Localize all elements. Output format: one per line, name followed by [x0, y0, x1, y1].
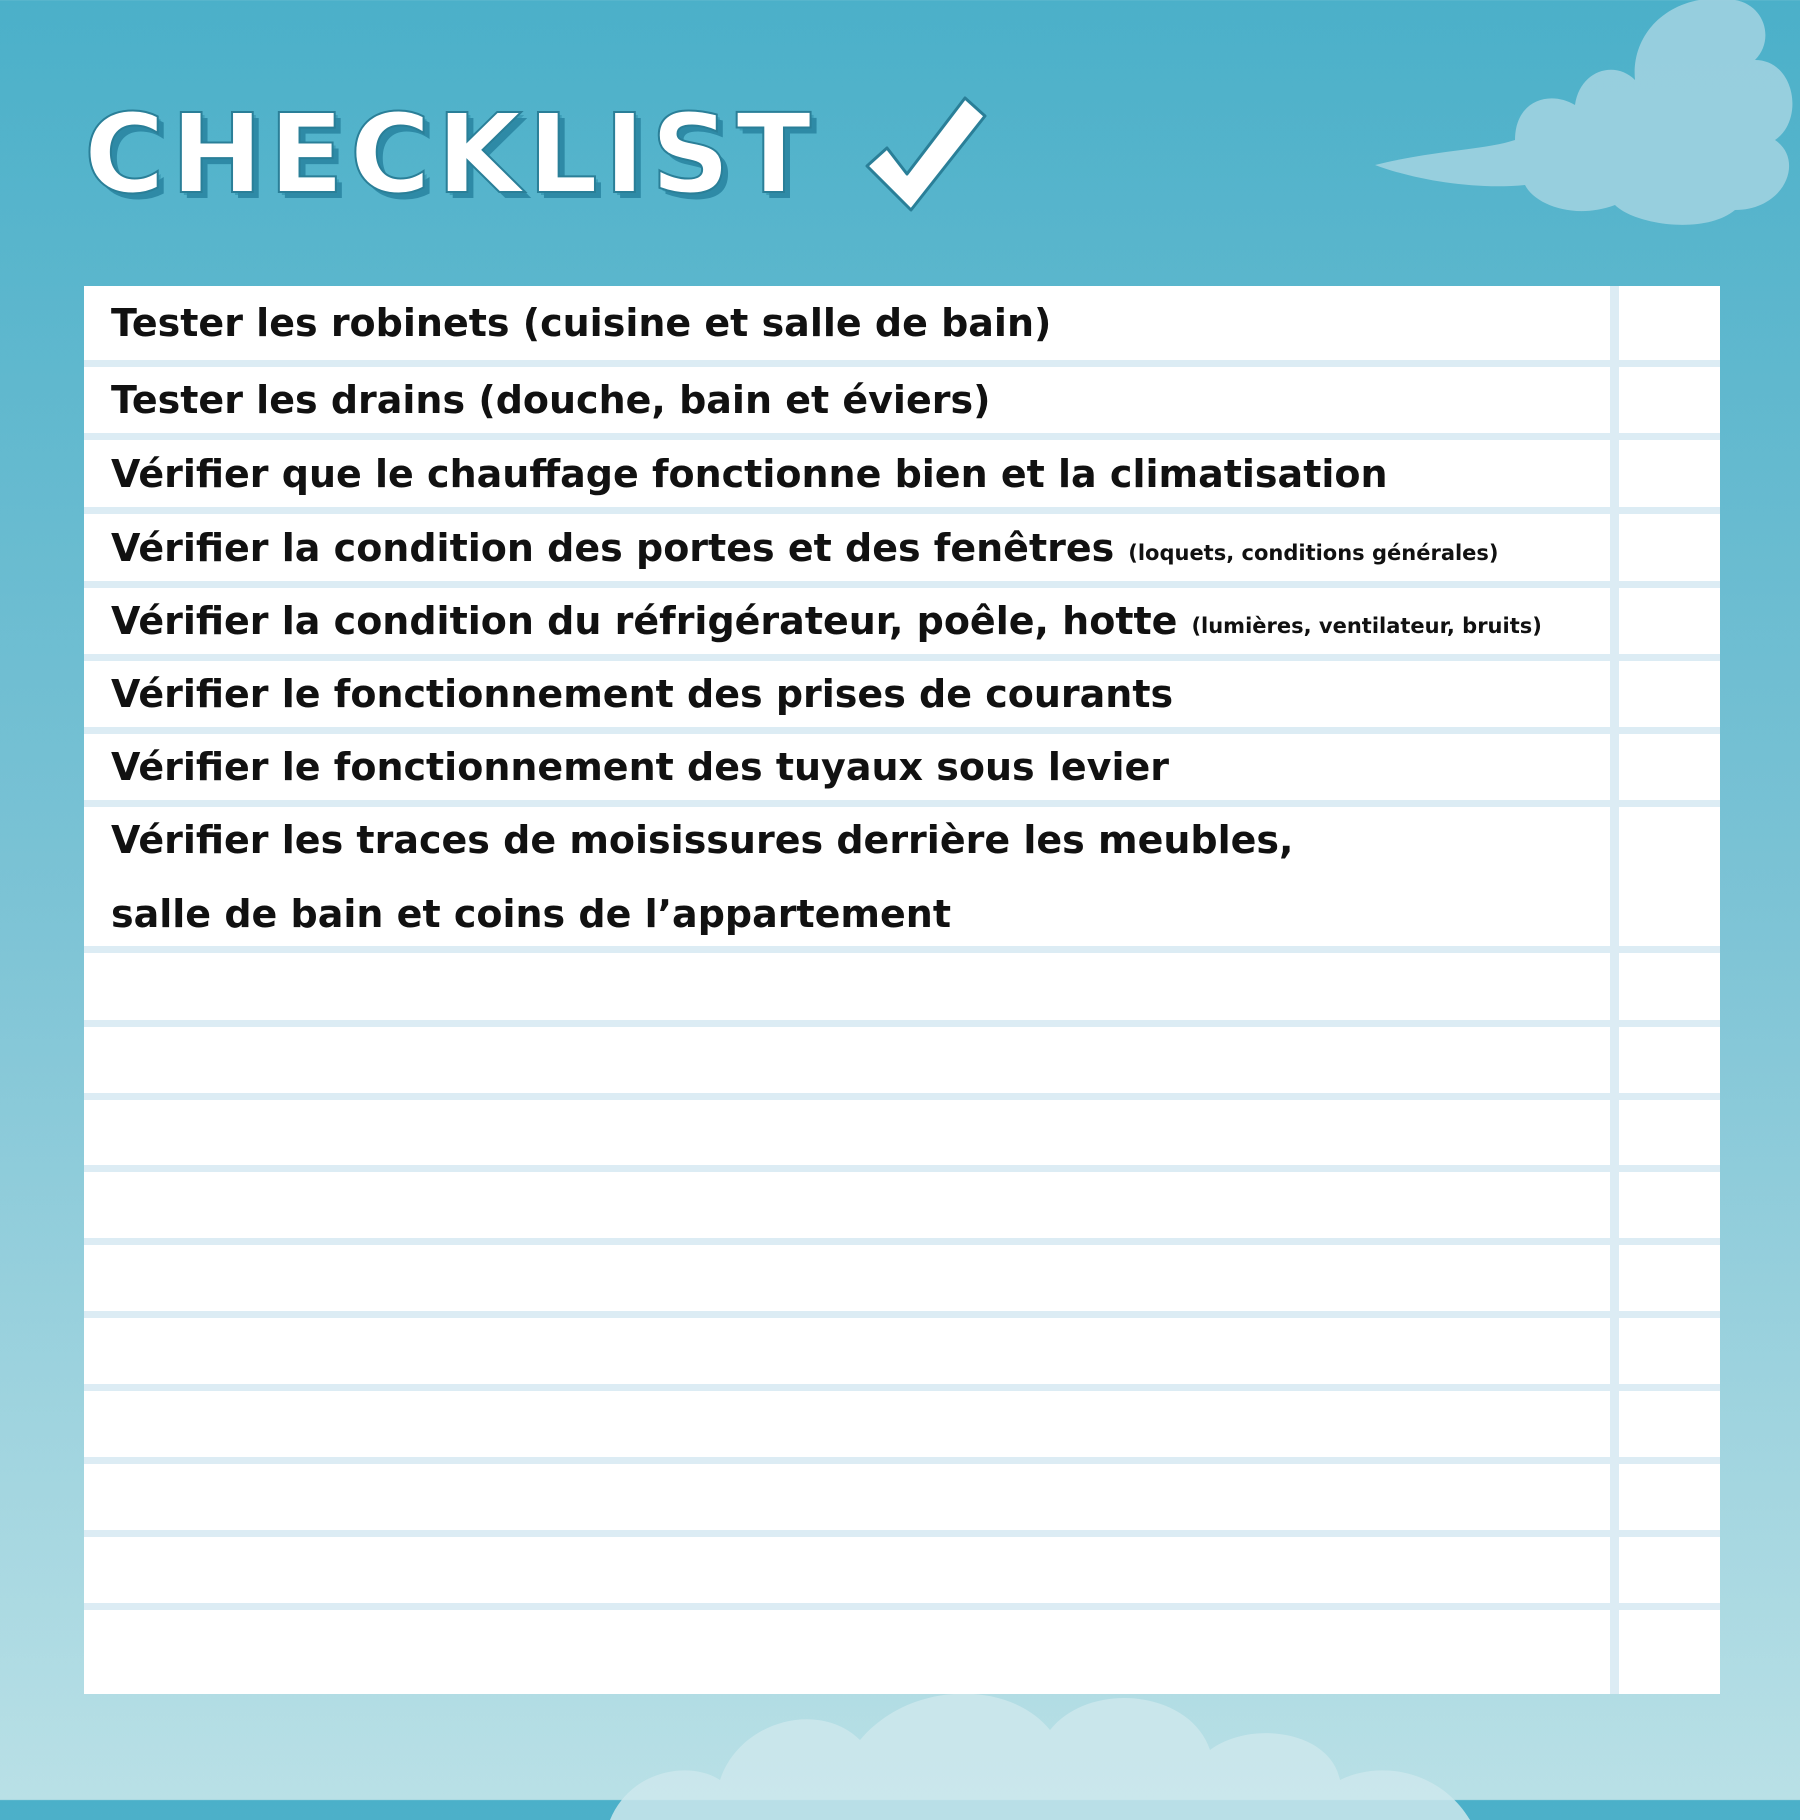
empty-row[interactable] [84, 1391, 1720, 1464]
checklist-item-text [111, 661, 1173, 727]
checklist-row [84, 807, 1720, 953]
checklist-item-text [111, 807, 1293, 946]
checklist-row [84, 367, 1720, 440]
checklist-item-text [111, 367, 990, 433]
item-label: Vérifier la condition du réfrigérateur, poêle, hotte [111, 599, 1178, 643]
checklist-row [84, 588, 1720, 661]
item-label: Vérifier la condition des portes et des fenêtres [111, 525, 1115, 570]
item-label: Vérifier le fonctionnement des prises de courants [111, 672, 1174, 716]
empty-row[interactable] [84, 1100, 1720, 1172]
item-label: Vérifier que le chauffage fonctionne bien et la climatisation [111, 451, 1388, 496]
checklist-row [84, 734, 1720, 807]
checklist-item-text [111, 588, 1542, 654]
empty-row[interactable] [84, 1464, 1720, 1537]
checkbox-cell[interactable] [1619, 807, 1720, 946]
item-note: (loquets, conditions générales) [1128, 540, 1499, 565]
checklist-row [84, 514, 1720, 588]
empty-row[interactable] [84, 1318, 1720, 1391]
empty-row[interactable] [84, 1172, 1720, 1245]
checkmark-icon [861, 94, 991, 214]
item-note: (lumières, ventilateur, bruits) [1191, 614, 1542, 638]
checklist-item-text [111, 514, 1499, 581]
empty-row[interactable] [84, 1027, 1720, 1100]
item-label: Tester les robinets (cuisine et salle de bain) [111, 301, 1052, 345]
checklist-row [84, 661, 1720, 734]
checkbox-cell[interactable] [1619, 286, 1720, 360]
checklist-sheet [84, 286, 1720, 1694]
item-label-line2: salle de bain et coins de l’appartement [111, 891, 952, 936]
checkbox-cell[interactable] [1619, 734, 1720, 800]
empty-row[interactable] [84, 1610, 1720, 1694]
header [84, 84, 991, 224]
checkbox-cell[interactable] [1619, 440, 1720, 507]
checklist-item-text [111, 440, 1388, 507]
item-label: Tester les drains (douche, bain et éviers) [111, 378, 991, 422]
empty-row[interactable] [84, 1245, 1720, 1318]
cloud-top-right [1375, 0, 1795, 240]
checklist-item-text [111, 286, 1051, 360]
checkbox-cell[interactable] [1619, 367, 1720, 433]
empty-row[interactable] [84, 953, 1720, 1027]
checklist-row [84, 286, 1720, 367]
checkbox-column-divider [1610, 286, 1619, 1694]
item-label: Vérifier le fonctionnement des tuyaux sous levier [111, 745, 1169, 789]
page-title: CHECKLIST [84, 90, 818, 218]
item-label: Vérifier les traces de moisissures derrière les meubles, [111, 817, 1294, 862]
empty-row[interactable] [84, 1537, 1720, 1610]
checkbox-cell[interactable] [1619, 514, 1720, 581]
checklist-row [84, 440, 1720, 514]
checkbox-cell[interactable] [1619, 588, 1720, 654]
checkbox-cell[interactable] [1619, 661, 1720, 727]
checklist-item-text [111, 734, 1169, 800]
